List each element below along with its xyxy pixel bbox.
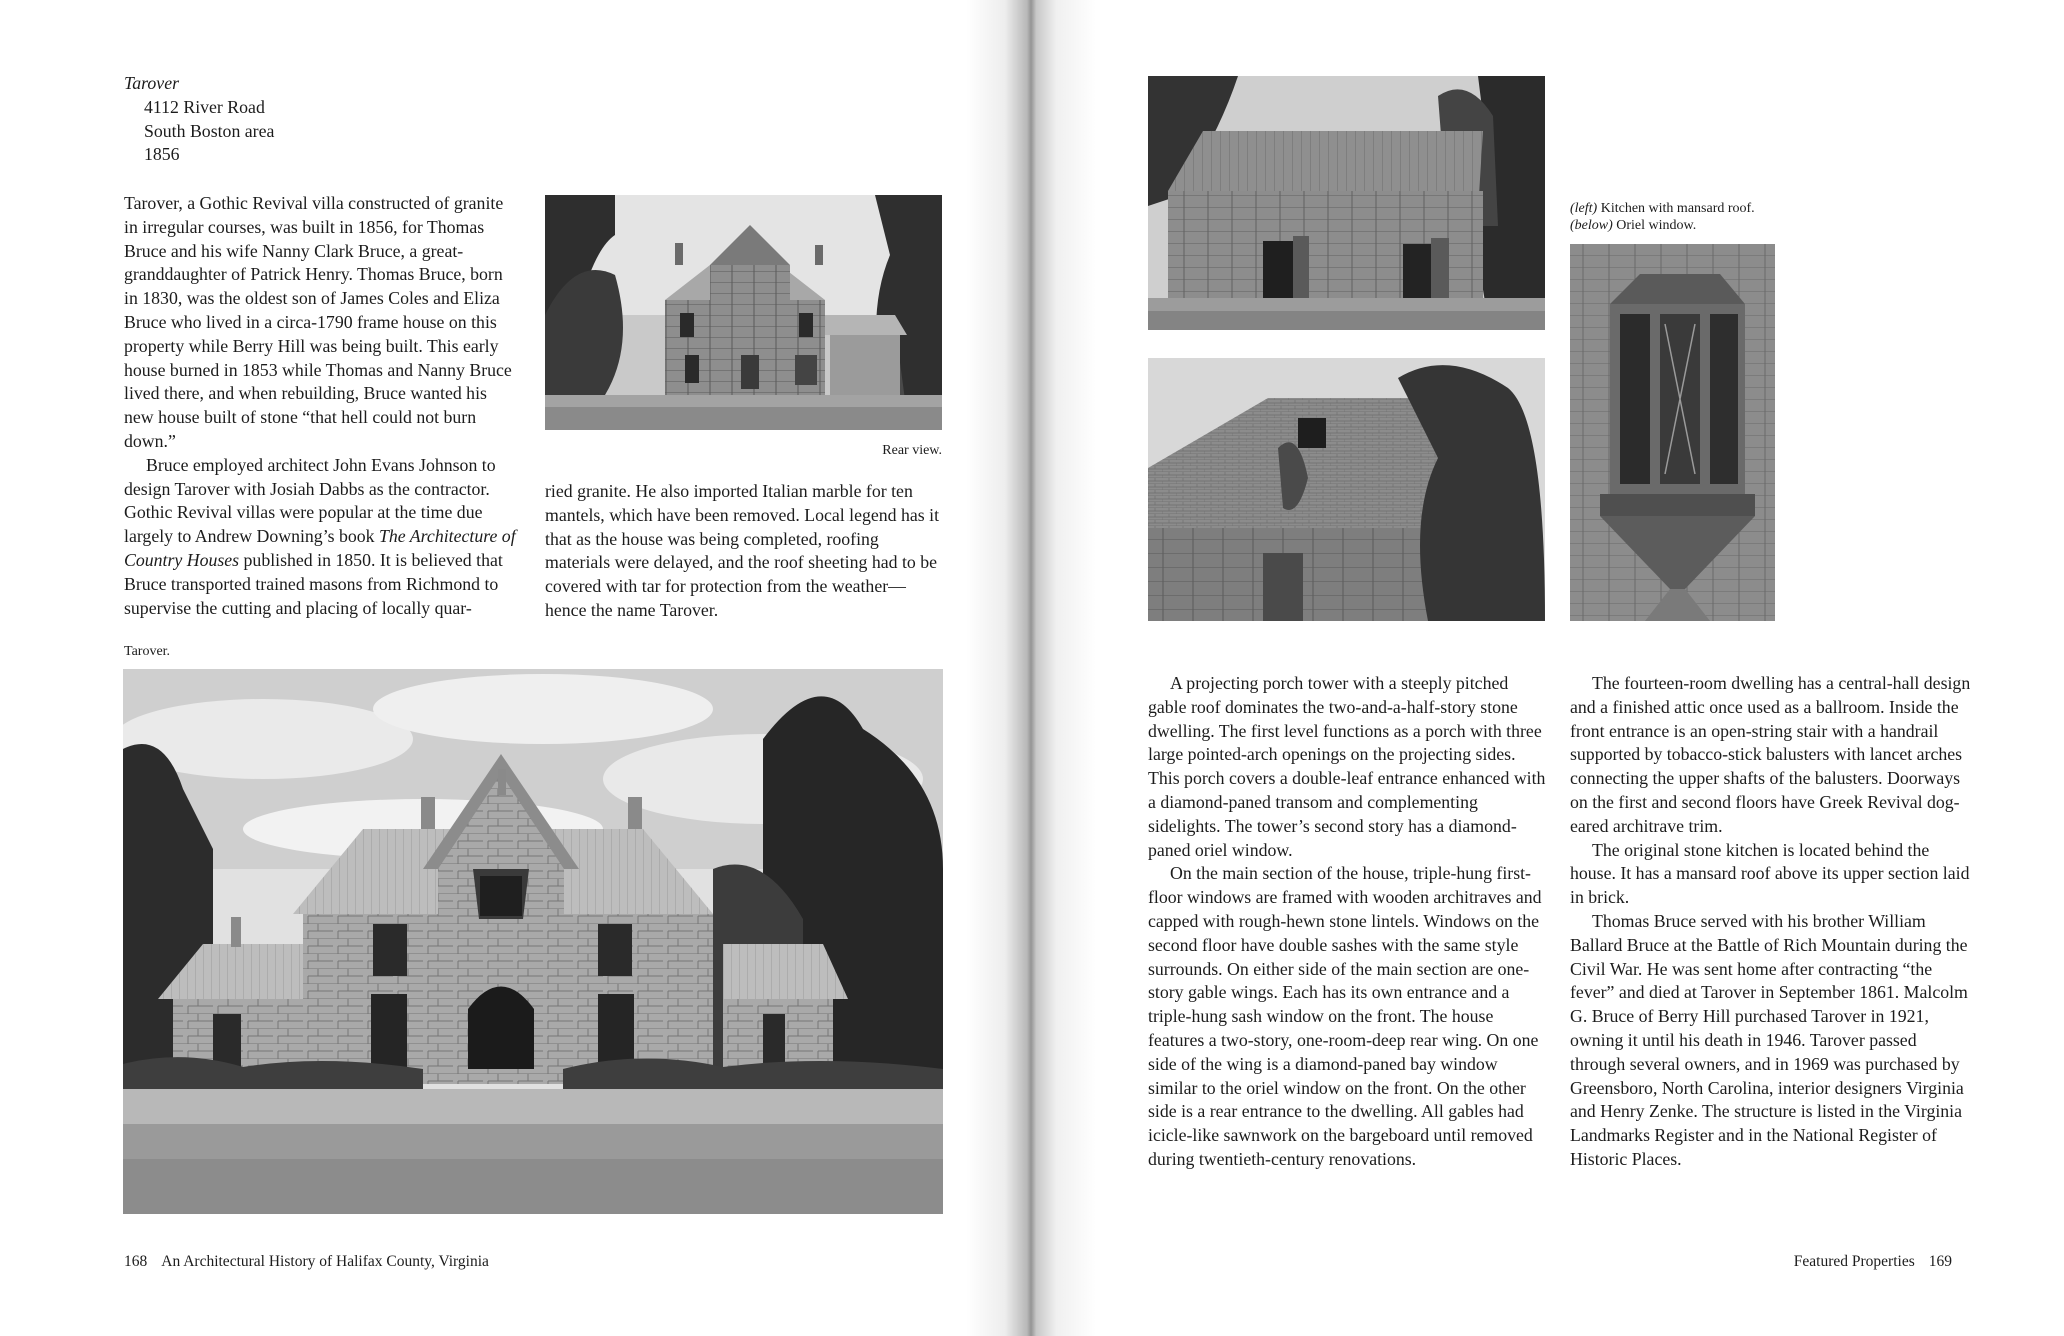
paragraph-kitchen: The original stone kitchen is located behind the house. It has a mansard roof above its upper section laid in brick. — [1570, 839, 1970, 908]
paragraph-porch-tower: A projecting porch tower with a steeply pitched gable roof dominates the two-and-a-half-story stone dwelling. The first level functions as a porch with three large pointed-arch openings on the projecting sides. This porch covers a double-leaf entrance enhanced with a diamond-paned transom and complementing sidelights. The tower’s second story has a diamond-paned oriel window. — [1148, 673, 1546, 860]
paragraph-architect-end: published in 1850. It is believed that Bruce transported trained masons from Richmond to supervise the cutting and placing of locally quar- — [124, 549, 503, 618]
property-address: 4112 River Road — [144, 96, 265, 117]
section-title-footer: Featured Properties — [1793, 1253, 1915, 1270]
kitchen-caption-text: Kitchen with mansard roof. — [1597, 201, 1755, 216]
property-title: Tarover — [124, 73, 180, 93]
oriel-caption-text: Oriel window. — [1612, 218, 1697, 233]
rear-view-photo — [545, 195, 942, 430]
paragraph-intro: Tarover, a Gothic Revival villa constructed of granite in irregular courses, was built in 1856, for Thomas Bruce and his wife Nanny Clark Bruce, a great-granddaughter of Patrick Henry. Thomas Bruce, born in 1830, was the oldest son of James Coles and Eliza Bruce who lived in a circa-1790 frame house on this property while Berry Hill was being built. This early house burned in 1853 while Thomas and Nanny Bruce lived there, and when rebuilding, Bruce wanted his new house built of stone “that hell could not burn down.” — [124, 193, 512, 451]
right-text-column-2 — [1570, 672, 1975, 1172]
paragraph-main-section: On the main section of the house, triple-hung first-floor windows are framed with wooden architraves and capped with rough-hewn stone lintels. Windows on the second floor have double sashes with the same style surrounds. On either side of the main section are one-story gable wings. Each has its own entrance and a triple-hung sash window on the front. The house features a two-story, one-room-deep rear wing. On one side of the wing is a diamond-paned bay window similar to the oriel window on the front. On the other side is a rear entrance to the dwelling. All gables had icicle-like sawnwork on the bargeboard until removed during twentieth-century renovations. — [1148, 863, 1542, 1169]
oriel-caption — [1570, 217, 1870, 234]
left-text-column-1 — [124, 192, 516, 620]
kitchen-oriel-caption — [1570, 200, 1870, 234]
book-title: The Architecture of Country Houses — [124, 526, 516, 570]
oriel-window-photo — [1570, 244, 1775, 621]
property-year: 1856 — [144, 144, 180, 165]
oriel-caption-label: (below) — [1570, 218, 1613, 233]
property-header — [124, 72, 274, 167]
kitchen-photo — [1148, 76, 1545, 330]
paragraph-architect-start: Bruce employed architect John Evans Johnson to design Tarover with Josiah Dabbs as the contractor. Gothic Revival villas were popular at the time due largely to Andrew Downing’s book — [124, 454, 496, 547]
main-photo-caption: Tarover. — [124, 644, 171, 659]
rear-view-caption: Rear view. — [882, 443, 942, 458]
paragraph-history: Thomas Bruce served with his brother William Ballard Bruce at the Battle of Rich Mountain during the Civil War. He was sent home after contracting “the fever” and died at Tarover in September 1861. Malcolm G. Bruce of Berry Hill purchased Tarover in 1921, owning it until his death in 1946. Tarover passed through several owners, and in 1969 was purchased by Greensboro, North Carolina, interior designers Virginia and Henry Zenke. The structure is listed in the Virginia Landmarks Register and in the National Register of Historic Places. — [1570, 910, 1968, 1169]
kitchen-caption — [1570, 200, 1870, 217]
paragraph-granite: ried granite. He also imported Italian marble for ten mantels, which have been removed. Local legend has it that as the house was being completed, roofing materials were delayed, and the roof sheeting had to be covered with tar for protection from the weather—hence the name Tarover. — [545, 481, 940, 620]
kitchen-caption-label: (left) — [1570, 201, 1598, 216]
property-area: South Boston area — [144, 120, 275, 141]
right-text-column-1 — [1148, 672, 1548, 1172]
right-page-number: 169 — [1928, 1253, 1952, 1270]
paragraph-dwelling: The fourteen-room dwelling has a central-hall design and a finished attic once used as a ballroom. Inside the front entrance is an open-string stair with a handrail supported by tobacco-stick balusters with lancet arches connecting the upper shafts of the balusters. Doorways on the first and second floors have Greek Revival dog-eared architrave trim. — [1570, 673, 1971, 836]
book-title-footer: An Architectural History of Halifax County, Virginia — [161, 1253, 489, 1270]
left-page — [0, 0, 1030, 1336]
paragraph-architect — [124, 454, 516, 621]
left-page-number: 168 — [124, 1253, 148, 1270]
tarover-main-photo — [123, 669, 943, 1214]
brick-section-photo — [1148, 358, 1545, 621]
right-page — [1030, 0, 2064, 1336]
left-footer — [124, 1253, 489, 1271]
left-text-column-2 — [545, 480, 942, 623]
right-footer — [1794, 1253, 1952, 1271]
